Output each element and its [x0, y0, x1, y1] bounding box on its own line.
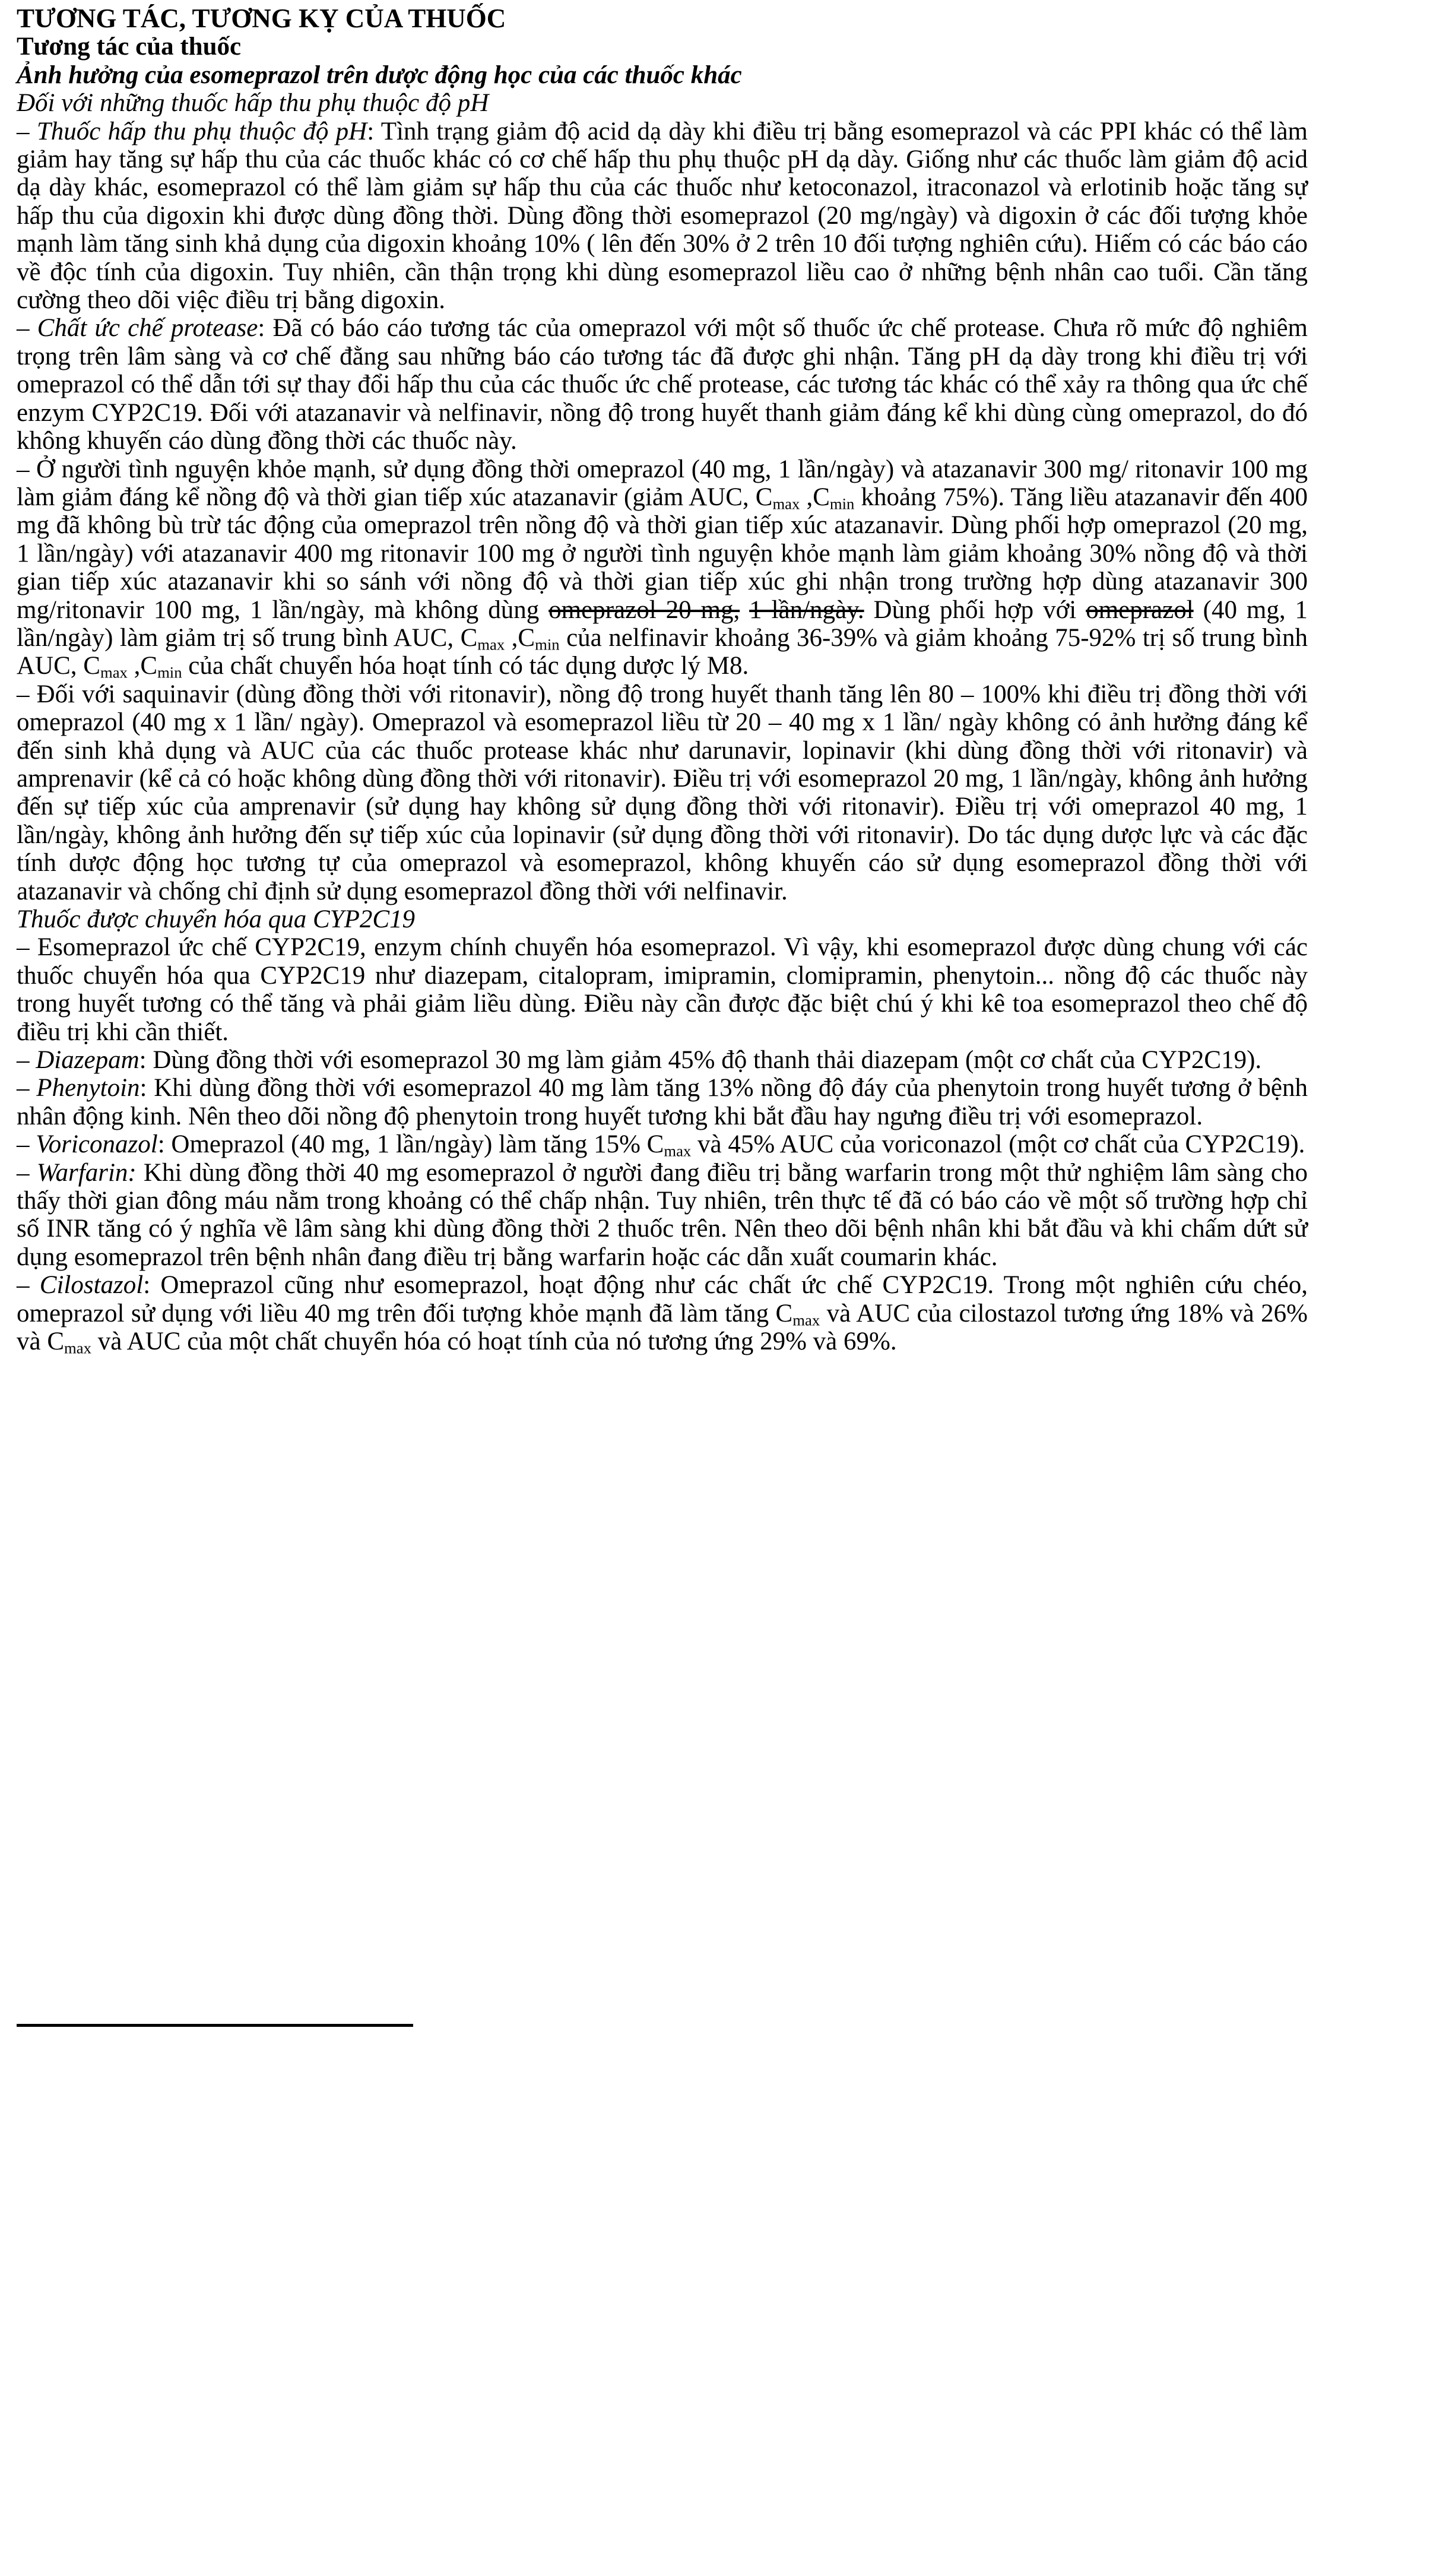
subscript: min — [829, 495, 855, 513]
paragraph-phenytoin — [17, 1074, 1308, 1130]
document-page — [17, 5, 1308, 1356]
text-segment: ,C — [505, 623, 535, 652]
paragraph-saquinavir — [17, 680, 1308, 905]
paragraph-atazanavir — [17, 455, 1308, 680]
dash: – — [17, 1271, 40, 1300]
section-subtitle: Tương tác của thuốc — [17, 33, 242, 61]
paragraph-text: Esomeprazol ức chế CYP2C19, enzym chính chuyển hóa esomeprazol. Vì vậy, khi esomeprazol được dùng chung với các thuốc chuyển hóa qua CYP2C19 như diazepam, citalopram, imipramin, clomipramin, phenytoin... nồng độ các thuốc này trong huyết tương có thể tăng và phải giảm liều dùng. Điều này cần được đặc biệt chú ý khi kê toa esomeprazol theo chế độ điều trị khi cần thiết. — [17, 933, 1308, 1046]
struck-text: 1 lần/ngày. — [749, 595, 864, 624]
paragraph-protease — [17, 314, 1308, 455]
paragraph-text: : Dùng đồng thời với esomeprazol 30 mg làm giảm 45% độ thanh thải diazepam (một cơ chất của CYP2C19). — [139, 1046, 1262, 1075]
dash: – — [17, 1158, 37, 1187]
struck-text: omeprazol 20 mg, — [548, 595, 740, 624]
paragraph-warfarin — [17, 1159, 1308, 1272]
subsection-heading-cyp: Thuốc được chuyển hóa qua CYP2C19 — [17, 905, 416, 933]
subscript: max — [664, 1142, 692, 1160]
term-label: Thuốc hấp thu phụ thuộc độ pH — [36, 117, 367, 145]
subscript: max — [64, 1339, 91, 1357]
term-label: Diazepam — [36, 1046, 139, 1075]
subscript: max — [477, 635, 505, 654]
subscript: max — [100, 664, 128, 682]
paragraph-cyp2c19 — [17, 933, 1308, 1046]
text-segment: khoảng 75%). Tăng liều atazanavir đến 400 mg đã không bù trừ tác động của omeprazol trên nồng độ và thời gian tiếp xúc atazanavir. Dùng phối hợp omeprazol (20 mg, 1 lần/ngày) với atazanavir 400 mg ritonavir 100 mg ở người tình nguyện khỏe mạnh làm giảm khoảng 30% nồng độ và thời gian tiếp xúc atazanavir khi so sánh với nồng độ và thời gian tiếp xúc ghi nhận trong trường hợp dùng atazanavir 300 mg/ritonavir 100 mg, 1 lần/ngày, mà không dùng — [17, 483, 1308, 624]
dash: – — [17, 680, 37, 708]
paragraph-text: Khi dùng đồng thời 40 mg esomeprazol ở người đang điều trị bằng warfarin trong một thử nghiệm lâm sàng cho thấy thời gian đông máu nằm trong khoảng có thể chấp nhận. Tuy nhiên, trên thực tế đã có báo cáo về một số trường hợp chỉ số INR tăng có ý nghĩa về lâm sàng khi dùng đồng thời 2 thuốc trên. Nên theo dõi bệnh nhân khi bắt đầu và khi chấm dứt sử dụng esomeprazol trên bệnh nhân đang điều trị bằng warfarin hoặc các dẫn xuất coumarin khác. — [17, 1158, 1308, 1271]
text-segment: (40 mg, 1 lần/ngày) làm giảm trị số trung bình AUC, C — [17, 595, 1308, 652]
dash: – — [17, 314, 37, 343]
term-label: Warfarin: — [36, 1158, 137, 1187]
text-segment: ,C — [800, 483, 830, 511]
subsection-heading-ph: Đối với những thuốc hấp thu phụ thuộc độ pH — [17, 89, 489, 118]
text-segment: của chất chuyển hóa hoạt tính có tác dụng dược lý M8. — [182, 652, 749, 680]
subscript: max — [792, 1311, 820, 1329]
term-label: Cilostazol — [39, 1271, 144, 1300]
paragraph-text: : Đã có báo cáo tương tác của omeprazol với một số thuốc ức chế protease. Chưa rõ mức độ nghiêm trọng trên lâm sàng và cơ chế đằng sau những báo cáo tương tác đã được ghi nhận. Tăng pH dạ dày trong khi điều trị với omeprazol có thể dẫn tới sự thay đổi hấp thu của các thuốc ức chế protease, các tương tác khác có thể xảy ra thông qua ức chế enzym CYP2C19. Đối với atazanavir và nelfinavir, nồng độ trong huyết thanh giảm đáng kể khi dùng cùng omeprazol, do đó không khuyến cáo dùng đồng thời các thuốc này. — [17, 314, 1308, 455]
text-segment: và 45% AUC của voriconazol (một cơ chất của CYP2C19). — [691, 1130, 1305, 1159]
paragraph-cilostazol — [17, 1271, 1308, 1355]
paragraph-text: : Tình trạng giảm độ acid dạ dày khi điều trị bằng esomeprazol và các PPI khác có thể làm giảm hay tăng sự hấp thu của các thuốc khác có cơ chế hấp thu phụ thuộc pH dạ dày. Giống như các thuốc làm giảm độ acid dạ dày khác, esomeprazol có thể làm giảm sự hấp thu của các thuốc như ketoconazol, itraconazol và erlotinib hoặc tăng sự hấp thu của digoxin khi được dùng đồng thời. Dùng đồng thời esomeprazol (20 mg/ngày) và digoxin ở các đối tượng khỏe mạnh làm tăng sinh khả dụng của digoxin khoảng 10% ( lên đến 30% ở 2 trên 10 đối tượng nghiên cứu). Hiếm có các báo cáo về độc tính của digoxin. Tuy nhiên, cần thận trọng khi dùng esomeprazol liều cao ở những bệnh nhân cao tuổi. Cần tăng cường theo dõi việc điều trị bằng digoxin. — [17, 117, 1308, 315]
text-segment: ,C — [127, 652, 158, 680]
paragraph-ph-dependent — [17, 118, 1308, 315]
term-label: Phenytoin — [36, 1074, 140, 1102]
text-segment: : Omeprazol cũng như esomeprazol, hoạt động như các chất ức chế CYP2C19. Trong một nghiên cứu chéo, omeprazol sử dụng với liều 40 mg trên đối tượng khỏe mạnh đã làm tăng C — [17, 1271, 1308, 1327]
text-segment: và AUC của cilostazol tương ứng 18% và 26% và C — [17, 1299, 1308, 1356]
dash: – — [17, 455, 37, 483]
footnote-divider — [17, 2024, 413, 2027]
text-segment — [740, 596, 749, 624]
subscript: min — [535, 635, 560, 654]
dash: – — [17, 933, 37, 962]
text-segment: của nelfinavir khoảng 36-39% và giảm khoảng 75-92% trị số trung bình AUC, C — [17, 623, 1308, 680]
text-segment: và AUC của một chất chuyển hóa có hoạt tính của nó tương ứng 29% và 69%. — [91, 1327, 897, 1356]
paragraph-text: Đối với saquinavir (dùng đồng thời với ritonavir), nồng độ trong huyết thanh tăng lên 80 – 100% khi điều trị đồng thời với omeprazol (40 mg x 1 lần/ ngày). Omeprazol và esomeprazol liều từ 20 – 40 mg x 1 lần/ ngày không có ảnh hưởng đáng kể đến sinh khả dụng và AUC của các thuốc protease khác như darunavir, lopinavir (khi dùng đồng thời với ritonavir) và amprenavir (kể cả có hoặc không dùng đồng thời với ritonavir). Điều trị với esomeprazol 20 mg, 1 lần/ngày, không ảnh hưởng đến sự tiếp xúc của amprenavir (sử dụng hay không sử dụng đồng thời với ritonavir). Điều trị với omeprazol 40 mg, 1 lần/ngày, không ảnh hưởng đến sự tiếp xúc của lopinavir (sử dụng đồng thời với ritonavir). Do tác dụng dược lực và các đặc tính dược động học tương tự của omeprazol và esomeprazol, không khuyến cáo sử dụng esomeprazol đồng thời với atazanavir và chống chỉ định sử dụng esomeprazol đồng thời với nelfinavir. — [17, 680, 1308, 905]
subscript: min — [157, 664, 182, 682]
dash: – — [17, 1046, 36, 1075]
dash: – — [17, 1074, 37, 1102]
term-label: Chất ức chế protease — [37, 314, 258, 343]
dash: – — [17, 117, 37, 145]
paragraph-text: : Khi dùng đồng thời với esomeprazol 40 mg làm tăng 13% nồng độ đáy của phenytoin trong huyết tương ở bệnh nhân động kinh. Nên theo dõi nồng độ phenytoin trong huyết tương khi bắt đầu hay ngưng điều trị với esomeprazol. — [17, 1074, 1308, 1130]
struck-text: omeprazol — [1086, 595, 1194, 624]
dash: – — [17, 1130, 36, 1159]
text-segment: Ở người tình nguyện khỏe mạnh, sử dụng đồng thời omeprazol (40 mg, 1 lần/ngày) và atazanavir 300 mg/ ritonavir 100 mg làm giảm đáng kể nồng độ và thời gian tiếp xúc atazanavir (giảm AUC, C — [17, 455, 1308, 511]
text-segment: Dùng phối hợp với — [864, 595, 1086, 624]
subscript: max — [772, 495, 800, 513]
paragraph-diazepam — [17, 1046, 1308, 1074]
text-segment: : Omeprazol (40 mg, 1 lần/ngày) làm tăng 15% C — [157, 1130, 664, 1159]
paragraph-voriconazol — [17, 1130, 1308, 1158]
section-title: TƯƠNG TÁC, TƯƠNG KỴ CỦA THUỐC — [17, 4, 506, 33]
subsection-title: Ảnh hưởng của esomeprazol trên dược động học của các thuốc khác — [17, 61, 742, 89]
term-label: Voriconazol — [36, 1130, 158, 1159]
